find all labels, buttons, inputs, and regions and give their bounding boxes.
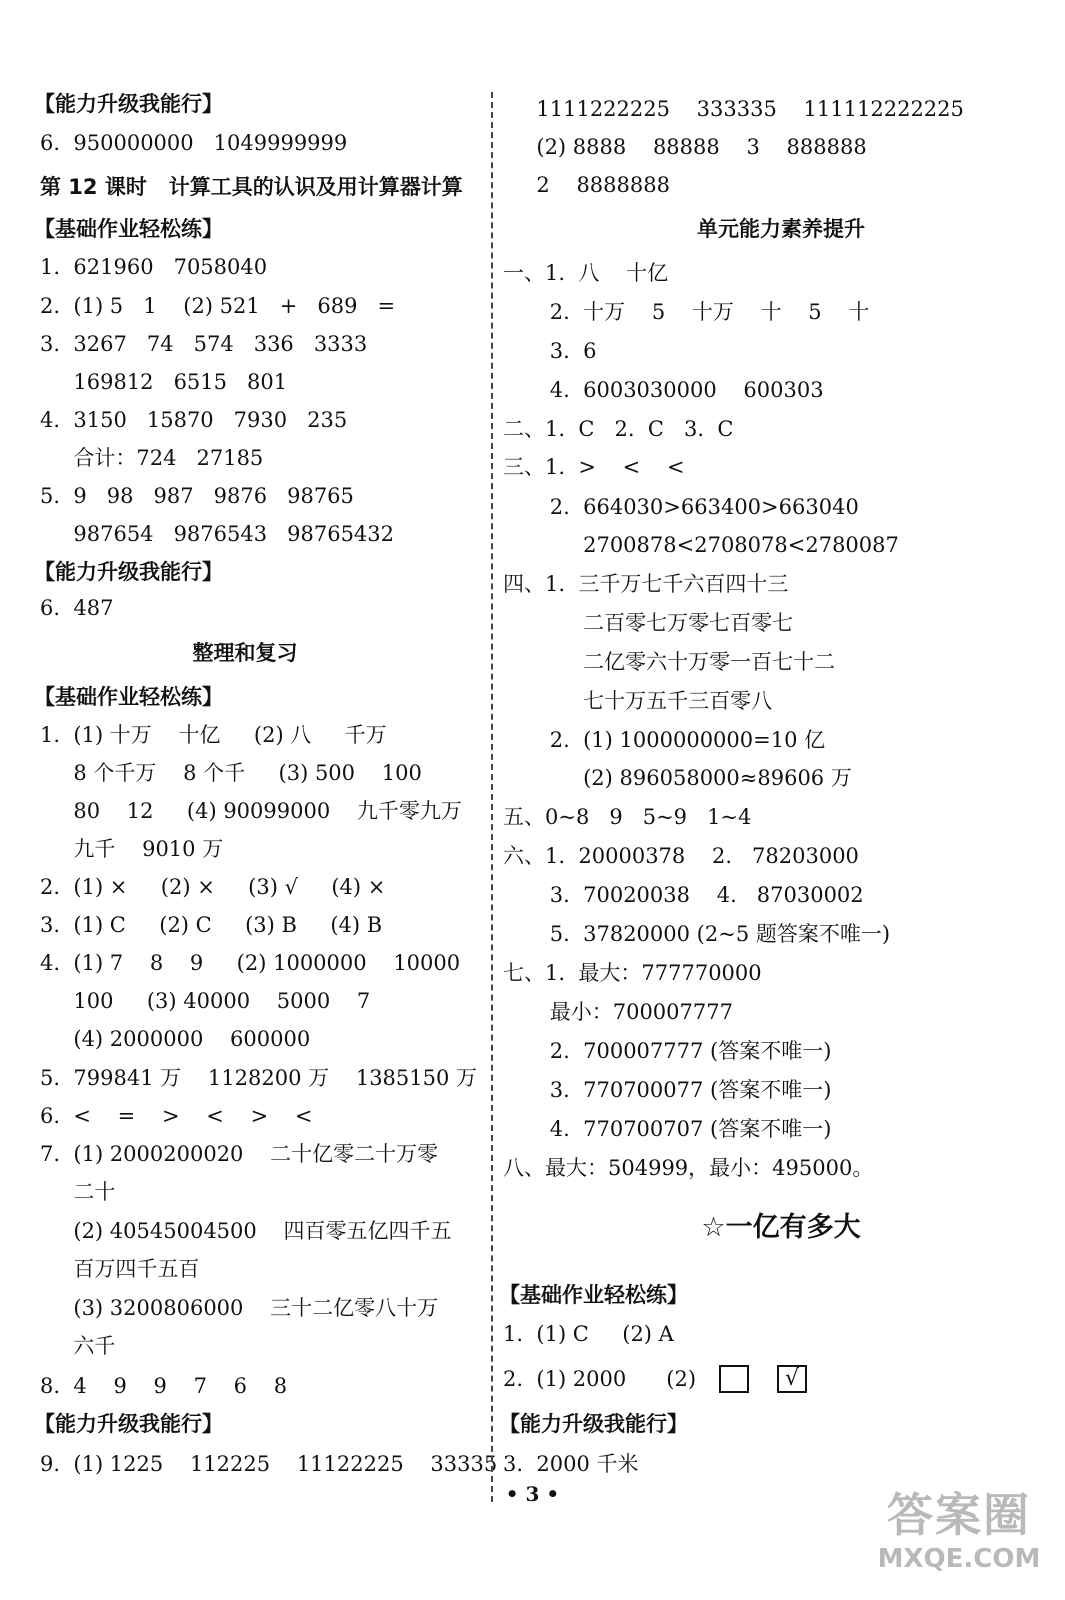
answer-line: 二亿零六十万零一百七十二 <box>503 650 836 674</box>
section-title: 单元能力素养提升 <box>697 217 865 241</box>
answer-line: (2) 8888 88888 3 888888 <box>503 135 867 159</box>
answer-line: 6. 950000000 1049999999 <box>40 131 348 155</box>
answer-line: 5. 37820000 (2~5 题答案不唯一) <box>503 922 891 946</box>
answer-line: 3. 70020038 4. 87030002 <box>503 883 864 907</box>
answer-line: 六、1. 20000378 2. 78203000 <box>503 844 859 868</box>
section-heading: 【能力升级我能行】 <box>34 92 223 116</box>
answer-line: 四、1. 三千万七千六百四十三 <box>503 572 789 596</box>
answer-line: (4) 2000000 600000 <box>40 1027 311 1051</box>
answer-line: 80 12 (4) 90099000 九千零九万 <box>40 799 462 823</box>
answer-line: 7. (1) 2000200020 二十亿零二十万零 <box>40 1142 439 1166</box>
answer-checkbox-empty <box>719 1365 749 1393</box>
watermark-logo <box>874 1487 1044 1582</box>
answer-line: 合计：724 27185 <box>40 446 264 470</box>
answer-line: 2. (1) × (2) × (3) √ (4) × <box>40 875 386 899</box>
section-heading: 【能力升级我能行】 <box>34 560 223 584</box>
answer-line: 2. 664030>663400>663040 <box>503 495 859 519</box>
answer-line: 三、1. > < < <box>503 455 685 479</box>
answer-line: 1. 621960 7058040 <box>40 255 268 279</box>
answer-line: 987654 9876543 98765432 <box>40 522 395 546</box>
answer-line: 100 (3) 40000 5000 7 <box>40 989 371 1013</box>
answer-line: 一、1. 八 十亿 <box>503 261 669 285</box>
answer-line: 二、1. C 2. C 3. C <box>503 417 734 441</box>
section-title: 整理和复习 <box>192 641 298 665</box>
answer-line: (3) 3200806000 三十二亿零八十万 <box>40 1296 439 1320</box>
answer-line: 8. 4 9 9 7 6 8 <box>40 1374 288 1398</box>
answer-line: 2 8888888 <box>503 173 670 197</box>
answer-line: 3. (1) C (2) C (3) B (4) B <box>40 913 383 937</box>
section-heading: 【基础作业轻松练】 <box>34 685 223 709</box>
answer-line: 5. 799841 万 1128200 万 1385150 万 <box>40 1066 478 1090</box>
answer-line: 8 个千万 8 个千 (3) 500 100 <box>40 761 422 785</box>
answer-line: 9. (1) 1225 112225 11122225 33335 <box>40 1452 498 1476</box>
answer-line: 4. 770700707 (答案不唯一) <box>503 1117 832 1141</box>
answer-line: 1. (1) C (2) A <box>503 1322 674 1346</box>
answer-line: 3. 6 <box>503 339 597 363</box>
answer-line: 2. 十万 5 十万 十 5 十 <box>503 300 870 324</box>
answer-line: 五、0~8 9 5~9 1~4 <box>503 805 752 829</box>
section-heading: 【能力升级我能行】 <box>34 1412 223 1436</box>
answer-line: 二十 <box>40 1180 116 1204</box>
answer-line: 六千 <box>40 1334 116 1358</box>
answer-line: 6. < = > < > < <box>40 1104 313 1128</box>
answer-checkbox-checked: √ <box>777 1365 807 1393</box>
answer-line: 2. 700007777 (答案不唯一) <box>503 1039 832 1063</box>
answer-line: (2) 40545004500 四百零五亿四千五 <box>40 1219 452 1243</box>
section-title: ☆一亿有多大 <box>701 1212 861 1243</box>
answer-line: 2700878<2708078<2780087 <box>503 533 899 557</box>
answer-line: 6. 487 <box>40 596 114 620</box>
answer-line: 八、最大：504999，最小：495000。 <box>503 1156 874 1180</box>
answer-line: 1. (1) 十万 十亿 (2) 八 千万 <box>40 723 387 747</box>
section-heading: 【基础作业轻松练】 <box>499 1283 688 1307</box>
answer-line: 3. 770700077 (答案不唯一) <box>503 1078 832 1102</box>
section-heading: 【基础作业轻松练】 <box>34 217 223 241</box>
lesson-title: 第 12 课时 计算工具的认识及用计算器计算 <box>40 175 463 199</box>
watermark-logo-text: 答案圈 <box>887 1488 1031 1542</box>
answer-line: 2. (1) 1000000000=10 亿 <box>503 728 826 752</box>
answer-line: 4. (1) 7 8 9 (2) 1000000 10000 <box>40 951 461 975</box>
answer-line: 4. 6003030000 600303 <box>503 378 824 402</box>
answer-line: 169812 6515 801 <box>40 370 288 394</box>
answer-line: 2. (1) 2000 (2) <box>503 1367 697 1391</box>
answer-line: 4. 3150 15870 7930 235 <box>40 408 348 432</box>
answer-line: 5. 9 98 987 9876 98765 <box>40 484 354 508</box>
answer-line: 3. 2000 千米 <box>503 1452 639 1476</box>
answer-line: 七、1. 最大：777770000 <box>503 961 762 985</box>
answer-line: 七十万五千三百零八 <box>503 689 773 713</box>
answer-line: 百万四千五百 <box>40 1257 200 1281</box>
answer-line: 3. 3267 74 574 336 3333 <box>40 332 368 356</box>
answer-line: 2. (1) 5 1 (2) 521 + 689 = <box>40 294 396 318</box>
answer-line: 最小：700007777 <box>503 1000 733 1024</box>
section-heading: 【能力升级我能行】 <box>499 1412 688 1436</box>
answer-line: 九千 9010 万 <box>40 837 224 861</box>
page-number: • 3 • <box>505 1482 560 1506</box>
answer-line: 二百零七万零七百零七 <box>503 611 794 635</box>
answer-line: 1111222225 333335 111112222225 <box>503 97 964 121</box>
column-divider <box>491 92 493 1502</box>
answer-line: (2) 896058000≈89606 万 <box>503 766 852 790</box>
watermark-url: MXQE.COM <box>877 1544 1041 1574</box>
